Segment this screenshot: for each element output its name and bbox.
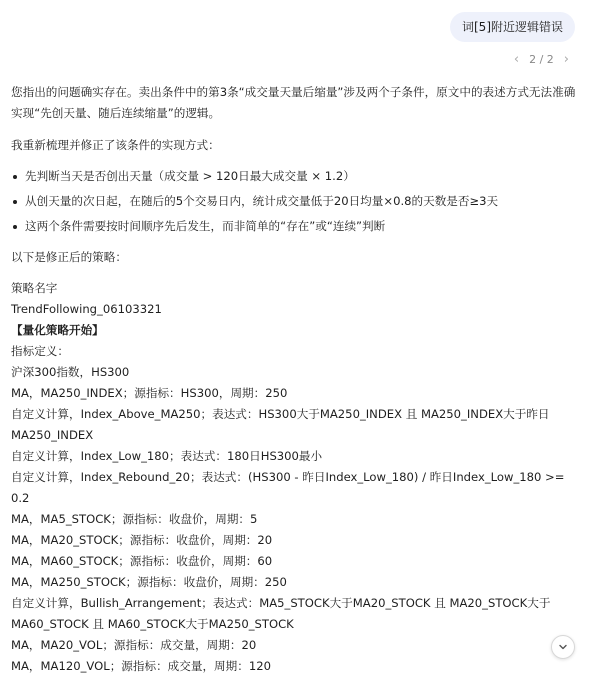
chevron-right-icon[interactable]: ›: [563, 52, 569, 67]
strategy-line: 自定义计算，Bullish_Arrangement；表达式：MA5_STOCK大于MA20_STOCK 且 MA20_STOCK大于MA60_STOCK 且 MA60_STOCK大于MA250_STOCK: [11, 596, 551, 631]
strategy-line: 策略名字: [11, 281, 58, 295]
strategy-block: [11, 278, 577, 677]
strategy-line: 沪深300指数，HS300: [11, 365, 130, 379]
user-message-bubble: 词[5]附近逻辑错误: [450, 12, 575, 42]
bullet-list: [11, 164, 577, 239]
strategy-line: 【量化策略开始】: [11, 323, 104, 337]
response-paragraph: 以下是修正后的策略：: [11, 250, 127, 264]
strategy-line: MA，MA250_STOCK；源指标：收盘价，周期：250: [11, 575, 287, 589]
strategy-line: 指标定义：: [11, 344, 69, 358]
chevron-left-icon[interactable]: ‹: [513, 52, 520, 67]
strategy-line: 自定义计算，Index_Above_MA250；表达式：HS300大于MA250_INDEX 且 MA250_INDEX大于昨日MA250_INDEX: [11, 407, 550, 442]
response-paragraph: 您指出的问题确实存在。卖出条件中的第3条“成交量天量后缩量”涉及两个子条件，原文中的表述方式无法准确实现“先创天量、随后连续缩量”的逻辑。: [11, 85, 576, 120]
scroll-to-bottom-button[interactable]: [551, 635, 575, 659]
response-paragraph: 我重新梳理并修正了该条件的实现方式：: [11, 138, 220, 152]
strategy-line: TrendFollowing_06103321: [11, 302, 162, 316]
assistant-response: [11, 82, 577, 677]
pager-text: 2 / 2: [529, 53, 554, 66]
strategy-line: 自定义计算，Index_Low_180；表达式：180日HS300最小: [11, 449, 323, 463]
chevron-down-icon: [558, 642, 568, 652]
list-item: 这两个条件需要按时间顺序先后发生，而非简单的“存在”或“连续”判断: [11, 214, 577, 239]
strategy-line: MA，MA20_STOCK；源指标：收盘价，周期：20: [11, 533, 273, 547]
list-item: 从创天量的次日起，在随后的5个交易日内，统计成交量低于20日均量×0.8的天数是否≥3天: [11, 189, 577, 214]
response-pager: [514, 52, 569, 67]
strategy-line: 自定义计算，Index_Rebound_20；表达式：(HS300 - 昨日Index_Low_180) / 昨日Index_Low_180 >= 0.2: [11, 470, 565, 505]
strategy-line: MA，MA120_VOL；源指标：成交量，周期：120: [11, 659, 271, 673]
strategy-line: MA，MA20_VOL；源指标：成交量，周期：20: [11, 638, 257, 652]
strategy-line: MA，MA5_STOCK；源指标：收盘价，周期：5: [11, 512, 258, 526]
strategy-line: MA，MA60_STOCK；源指标：收盘价，周期：60: [11, 554, 273, 568]
list-item: 先判断当天是否创出天量（成交量 > 120日最大成交量 × 1.2）: [11, 164, 577, 189]
strategy-line: MA，MA250_INDEX；源指标：HS300，周期：250: [11, 386, 288, 400]
